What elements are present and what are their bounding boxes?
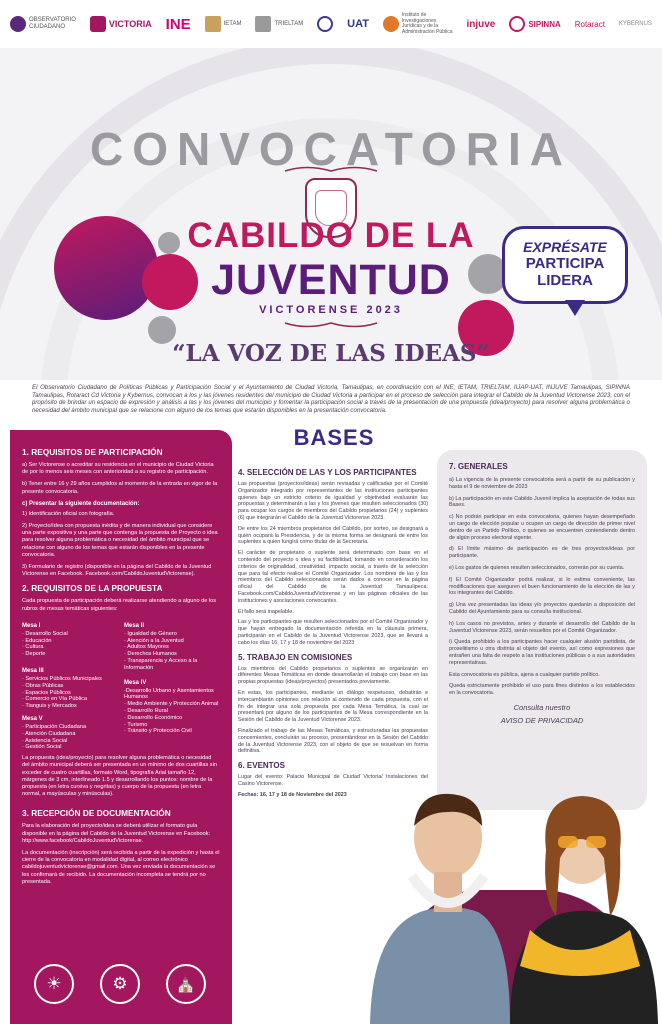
section-5-p1: Los miembros del Cabildo propietarios o suplentes se organizarán en diferentes Mesas Temáticas en donde desarrollarán el trabajo con base en las propias propuestas (ideas/proyectos) presentados previamente. bbox=[238, 665, 428, 686]
section-2-title: 2. REQUISITOS DE LA PROPUESTA bbox=[22, 583, 163, 594]
bases-title: BASES bbox=[293, 425, 375, 450]
iijap-icon bbox=[383, 16, 399, 32]
logo-observatorio bbox=[10, 16, 76, 32]
logo-text: SIPINNA bbox=[528, 19, 561, 29]
logo-text: KYBERNUS bbox=[618, 20, 652, 27]
aviso-privacidad-link[interactable]: AVISO DE PRIVACIDAD bbox=[500, 715, 584, 725]
logo-text: TRIELTAM bbox=[274, 20, 304, 27]
logo-iijap bbox=[383, 13, 453, 35]
section-5-title: 5. TRABAJO EN COMISIONES bbox=[238, 652, 353, 662]
logo-ietam bbox=[205, 16, 242, 32]
logo-text: INE bbox=[165, 15, 191, 33]
mesas-list bbox=[22, 618, 220, 751]
general-a: a) La vigencia de la presente convocatoria será a partir de su publicación y hasta el 9 de noviembre de 2023 bbox=[449, 477, 635, 490]
logo-text: OBSERVATORIO CIUDADANO bbox=[29, 17, 76, 30]
slogan-lidera: LIDERA bbox=[537, 272, 593, 289]
general-h: h) Los casos no previstos, antes y durante el desarrollo del Cabildo de la Juventud Victorense 2023, serán resueltos por el Comité Organizador. bbox=[449, 620, 635, 634]
logo-text: Instituto de Investigaciones Jurídicas y de la Administración Pública bbox=[401, 12, 453, 35]
ornament-top bbox=[283, 166, 379, 176]
logo-ine bbox=[165, 15, 191, 33]
ietam-icon bbox=[205, 16, 221, 32]
mesa-1-items: · Desarrollo Social · Educación · Cultura · Deporte bbox=[22, 630, 68, 658]
req-a: a) Ser Victorense o acreditar su residencia en el municipio de Ciudad Victoria de por lo menos seis meses con anterioridad a su registro de participación. bbox=[22, 462, 214, 476]
victorense-subtitle: VICTORENSE 2023 bbox=[259, 304, 403, 316]
section-4-p5: Las y los participantes que resulten seleccionados por el Comité Organizador y que hayan entregado la documentación referida en la cláusula primera, participarán en el Cabildo de la Juventud Victorense 2023, que se llevará a cabo los días 16, 17 y 18 de noviembre del 2023 bbox=[238, 619, 428, 646]
mesa-1-title: Mesa I bbox=[22, 622, 41, 629]
intro-paragraph: El Observatorio Ciudadano de Políticas Públicas y Participación Social y el Ayuntamiento de Ciudad Victoria, Tamaulipas, en coordinación con el INE, IETAM, TRIELTAM, IIJAP-UAT, INJUVE Tamaulipas, SIPINNA Tamaulipas, Rotaract Cd Victoria y Kybernus, convocan a los y las jóvenes residentes del municipio de Ciudad Victoria a participar en el proceso de selección para integrar el Cabildo de la Juventud Victorense 2023, con el propósito de brindar un espacio de expresión y análisis a las y los jóvenes del municipio y fomentar la participación social a través de la presentación de una propuesta (idea/proyecto) para resolver alguna problemática o necesidad del ámbito municipal que se relacione con alguno de los temas que estarán disponibles en la presentación convocatoria. bbox=[32, 384, 630, 414]
left-column bbox=[10, 430, 232, 1024]
logo-uat bbox=[347, 17, 369, 30]
header-banner bbox=[0, 48, 662, 380]
voz-ideas-slogan: “LA VOZ DE LAS IDEAS” bbox=[172, 340, 490, 367]
general-i: i) Queda prohibido a los participantes hacer cualquier alusión partidista, de proselitismo u otra distinta al objeto del evento, así como expresiones que entrañen una falta de respeto a las instituciones públicas o a sus autoridades representativas. bbox=[449, 639, 635, 666]
section-6-p1: Lugar del evento: Palacio Municipal de Ciudad Victoria/ Instalaciones del Casino Victorense. bbox=[238, 774, 428, 787]
sipinna-icon bbox=[509, 16, 525, 32]
logo-text: UAT bbox=[347, 17, 369, 30]
general-j: Esta convocatoria es pública, ajena a cualquier partido político. bbox=[449, 671, 600, 678]
boy-shirt bbox=[370, 907, 510, 1024]
girl-glasses-right bbox=[586, 836, 606, 848]
mesa-2-items: · Igualdad de Género · Atención a la Juventud · Adultos Mayores · Derechos Humanos · Transparencia y Acceso a la Información bbox=[124, 630, 198, 671]
section-2-intro: Cada propuesta de participación deberá realizarse atendiendo a alguno de los rubros de mesas temáticas siguientes: bbox=[22, 598, 217, 612]
mesa-4-items: ·Desarrollo Urbano y Asentamientos Humanos · Medio Ambiente y Protección Animal · Desarrollo Rural · Desarrollo Económico · Turismo · Tránsito y Protección Civil bbox=[124, 687, 219, 735]
slogan-bubble bbox=[502, 226, 628, 304]
general-e: e) Los gastos de quienes resulten seleccionados, correrán por su cuenta. bbox=[449, 564, 625, 571]
section-3-b: La documentación (inscripción) será recibida a partir de la expedición y hasta el cierre de la convocatoria en modalidad digital, al correo electrónico cabildojuventudvictorense@gmail.com. Una vez enviada la documentación se les confirmará de recibido. La documentación incompleta se tendrá por no presentada. bbox=[22, 850, 220, 885]
req-c3: 3) Formulario de registro (disponible en la página del Cabildo de la Juventud Victorense en Facebook. Facebook.com/CabildoJuventudVictorense). bbox=[22, 564, 212, 578]
victoria-icon bbox=[90, 16, 106, 32]
mesa-2-title: Mesa II bbox=[124, 622, 145, 629]
lightbulb-icon: ☀ bbox=[34, 964, 74, 1004]
section-1-title: 1. REQUISITOS DE PARTICIPACIÓN bbox=[22, 447, 163, 457]
section-4-title: 4. SELECCIÓN DE LAS Y LOS PARTICIPANTES bbox=[238, 468, 417, 477]
section-4-p3: El carácter de propietario o suplente será determinado con base en el contenido del proyecto o idea y su factibilidad, tomando en consideración los criterios de originalidad, creatividad, impacto social, a través de la selección que para tal efecto realice el Comité Organizador. Los nombres de las y los miembros del Cabildo seleccionados serán dados a conocer en la página oficial del Cabildo de la Juventud Tamaulipeca: Facebook.com/CabildoJuventudVictorense y en las páginas oficiales de las instituciones y asociaciones convocantes. bbox=[238, 550, 428, 604]
section-4-p1: Las propuestas (proyectos/ideas) serán revisadas y calificadas por el Comité Organizador integrado por representantes de las instituciones participantes quienes bajo un estricto criterio de igualdad y objetividad evaluarán las propuestas y determinarán a las y los jóvenes que resulten seleccionados (30) para ocupar los cargos de miembros del Cabildo propietarios (24) y suplentes (6) que integrarán el Cabildo de la Juventud Victorense 2023. bbox=[238, 481, 428, 521]
consulta-text: Consulta nuestro bbox=[513, 702, 571, 712]
general-g: g) Una vez presentadas las ideas y/o proyectos quedarán a disposición del Cabildo del Ayuntamiento para su consulta institucional. bbox=[449, 602, 635, 615]
logo-victoria bbox=[90, 16, 152, 32]
mesa-5-items: · Participación Ciudadana · Atención Ciudadana · Asistencia Social · Gestión Social bbox=[22, 724, 87, 751]
juventud-title: JUVENTUD bbox=[211, 256, 451, 304]
section-6-title: 6. EVENTOS bbox=[238, 761, 285, 771]
req-c1: 1) Identificación oficial con fotografía. bbox=[22, 510, 115, 517]
slogan-participa: PARTICIPA bbox=[525, 255, 605, 272]
req-c: c) Presentar la siguiente documentación: bbox=[22, 500, 140, 507]
observatorio-icon bbox=[10, 16, 26, 32]
req-b: b) Tener entre 16 y 29 años cumplidos al momento de la entrada en vigor de la presente convocatoria. bbox=[22, 481, 218, 495]
logo-text: Rotaract bbox=[574, 19, 605, 29]
logo-kybernus bbox=[619, 21, 652, 28]
mesa-3-items: · Servicios Públicos Municipales · Obras Públicas · Espacios Públicos · Comercio en Vía Pública · Tianguis y Mercados bbox=[22, 676, 102, 710]
section-3-title: 3. RECEPCIÓN DE DOCUMENTACIÓN bbox=[22, 808, 171, 819]
logo-text: injuve bbox=[466, 18, 496, 30]
building-icon: ⛪ bbox=[166, 964, 206, 1004]
girl-glasses-left bbox=[558, 836, 578, 848]
middle-column bbox=[238, 462, 428, 802]
logo-trieltam bbox=[255, 16, 303, 32]
mesa-5-title: Mesa V bbox=[22, 716, 43, 723]
mesa-3-title: Mesa III bbox=[22, 668, 44, 675]
section-4-p4: El fallo será inapelable. bbox=[238, 608, 294, 615]
icon-row bbox=[34, 964, 206, 1004]
ornament-bottom bbox=[283, 318, 379, 328]
youth-photo bbox=[360, 780, 662, 1024]
speech-bubble-large bbox=[54, 216, 158, 320]
convocatoria-title: CONVOCATORIA bbox=[90, 123, 572, 175]
logo-sipinna bbox=[509, 16, 560, 32]
section-2-text: La propuesta (idea/proyecto) para resolver alguna problemática o necesidad del ámbito municipal deberá ser presentada en un mínimo de dos cuartillas sin exceder de cuatro cuartillas, formato Word, tipografía Arial tamaño 12, márgenes de 3 cm, interlineado 1.5 y desarrollando los puntos: nombre de la propuesta (en letra cursiva y negritas) y cuerpo de la propuesta (en letra normal, a mayúsculas y minúsculas). bbox=[22, 755, 217, 798]
mesa-4-title: Mesa IV bbox=[124, 679, 147, 686]
logo-rotaract bbox=[575, 21, 605, 28]
section-4-p2: De entre los 24 miembros propietarios del Cabildo, por sorteo, se designará a quién ocupará la Presidencia, y de la misma forma se designará de entre los suplentes a quien fungirá como titular de la Secretaría. bbox=[238, 525, 428, 546]
general-d: d) El límite máximo de participación es de tres proyectos/ideas por participante. bbox=[449, 546, 635, 560]
general-c: c) No podrán participar en esta convocatoria, quienes hayan desempeñado un cargo de elección popular u ocupen un cargo de dirección de primer nivel dentro de un Partido Político, o quienes se encuentren contendiendo dentro de algún proceso electoral vigente. bbox=[449, 514, 635, 541]
trieltam-icon bbox=[255, 16, 271, 32]
right-column bbox=[437, 450, 647, 810]
gear-people-icon: ⚙ bbox=[100, 964, 140, 1004]
logo-bar bbox=[0, 0, 662, 48]
logo-injuve bbox=[466, 18, 496, 30]
section-6-p2: Fechas: 16, 17 y 18 de Noviembre del 2023 bbox=[238, 791, 347, 798]
slogan-exprese: EXPRÉSATE bbox=[523, 239, 607, 255]
slogan-bubble-tail bbox=[565, 300, 585, 316]
req-c2: 2) Proyecto/Idea con propuesta inédita y de manera individual que considere una parte expositiva y una parte que contenga la propuesta de Proyecto o idea para resolver alguna problemática o necesidad del ámbito municipal que se relacione con alguno de los temas que estarán disponibles en la presente convocatoria. bbox=[22, 523, 218, 558]
section-3-a: Para la elaboración del proyecto/idea se deberá utilizar el formato guía disponible en la página del Cabildo de la Juventud Victorense en Facebook: http://www.facebook/CabildoJuventudVictorense. bbox=[22, 823, 211, 844]
logo-text: IETAM bbox=[223, 20, 242, 27]
general-f: f) El Comité Organizador podrá realizar, si lo estima conveniente, las modificaciones que aseguren el buen funcionamiento de la elección de las y los integrantes del Cabildo. bbox=[449, 576, 635, 597]
logo-uat-seal bbox=[317, 16, 333, 32]
logo-text: VICTORIA bbox=[108, 18, 152, 29]
speech-bubble-dot bbox=[158, 232, 180, 254]
general-b: b) La participación en este Cabildo Juvenil implica la aceptación de todas sus Bases. bbox=[449, 495, 635, 509]
section-7-title: 7. GENERALES bbox=[449, 462, 508, 471]
section-5-p3: Finalizado el trabajo de las Mesas Temáticas, y estructuradas las propuestas concernientes, concluirán su proceso, presentándose en la Sesión del Cabildo de la Juventud Victorense 2023, con el objeto de que se resuelvan en forma definitiva. bbox=[238, 727, 428, 755]
section-5-p2: En estas, los participantes, mediante un diálogo respetuoso, debatirán e intercambiarán opiniones con relación al contenido de cada propuesta, con el fin de integrar una sola propuesta por cada Mesa Temática, la cual se presentará por alguno de los participantes de la Mesa correspondiente en la Sesión del Cabildo de la Juventud Victorense 2023. bbox=[238, 689, 428, 724]
seal-icon bbox=[317, 16, 333, 32]
general-k: Queda estrictamente prohibido el uso para fines distintos a los establecidos en la convocatoria. bbox=[449, 683, 635, 697]
cabildo-title: CABILDO DE LA bbox=[187, 216, 475, 255]
